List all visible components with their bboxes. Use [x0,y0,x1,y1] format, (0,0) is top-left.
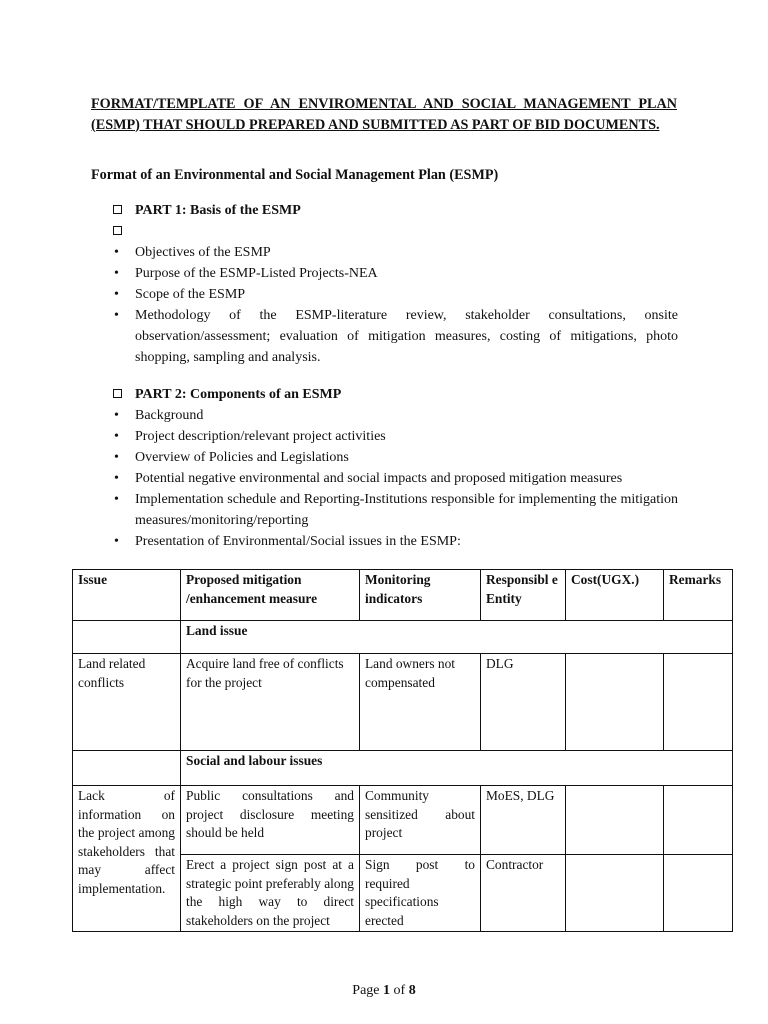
bullet-icon: • [114,429,119,444]
table-cell [664,654,733,751]
document-subtitle: Format of an Environmental and Social Management Plan (ESMP) [91,167,499,183]
bullet-icon: • [114,534,119,549]
column-header: Remarks [664,570,733,621]
table-cell [664,786,733,855]
page-footer: Page 1 of 8 [352,983,416,998]
list-item: • Overview of Policies and Legislations [91,447,678,468]
table-cell: Community sensitized about project [360,786,481,855]
table-section-row [73,621,733,654]
section-label: Land issue [181,621,733,654]
column-header: Cost(UGX.) [566,570,664,621]
table-cell [566,654,664,751]
column-header: Monitoring indicators [360,570,481,621]
table-cell: Contractor [481,855,566,932]
table-cell: Acquire land free of conflicts for the project [181,654,360,751]
bullet-icon: • [114,308,119,323]
list-item: • Scope of the ESMP [91,284,678,305]
bullet-icon: • [114,471,119,486]
bullet-icon: • [114,450,119,465]
table-header-row [73,570,733,621]
list-item: • Project description/relevant project activities [91,426,678,447]
esmp-table [72,569,733,932]
table-cell: MoES, DLG [481,786,566,855]
part2-heading: PART 2: Components of an ESMP [91,384,678,405]
part2-section [91,384,678,552]
table-cell: Sign post to required specifications erected [360,855,481,932]
table-cell [73,751,181,786]
empty-checkbox-row [91,221,678,242]
bullet-icon: • [114,266,119,281]
list-item: • Implementation schedule and Reporting-Institutions responsible for implementing the mitigation measures/monitoring/reporting [91,489,678,531]
checkbox-icon [113,226,122,235]
bullet-icon: • [114,408,119,423]
checkbox-icon [113,205,122,214]
section-label: Social and labour issues [181,751,733,786]
bullet-icon: • [114,287,119,302]
list-item: • Purpose of the ESMP-Listed Projects-NEA [91,263,678,284]
list-item: • Methodology of the ESMP-literature review, stakeholder consultations, onsite observation/assessment; evaluation of mitigation measures, costing of mitigations, photo shopping, sampling and analysis. [91,305,678,368]
list-item: • Presentation of Environmental/Social issues in the ESMP: [91,531,678,552]
document-title: FORMAT/TEMPLATE OF AN ENVIROMENTAL AND SOCIAL MANAGEMENT PLAN (ESMP) THAT SHOULD PREPARED AND SUBMITTED AS PART OF BID DOCUMENTS. [91,96,677,133]
table-cell: Lack of information on the project among stakeholders that may affect implementation. [73,786,181,932]
list-item: • Background [91,405,678,426]
table-cell [566,855,664,932]
part1-heading: PART 1: Basis of the ESMP [91,200,678,221]
bullet-icon: • [114,245,119,260]
checkbox-icon [113,389,122,398]
list-item: • Objectives of the ESMP [91,242,678,263]
table-row [73,786,733,855]
table-cell: Land owners not compensated [360,654,481,751]
table-cell: Public consultations and project disclosure meeting should be held [181,786,360,855]
column-header: Issue [73,570,181,621]
table-cell: Land related conflicts [73,654,181,751]
list-item: • Potential negative environmental and social impacts and proposed mitigation measures [91,468,678,489]
table-row [73,654,733,751]
part1-section [91,200,678,368]
table-cell: DLG [481,654,566,751]
column-header: Responsibl e Entity [481,570,566,621]
table-cell [566,786,664,855]
bullet-icon: • [114,492,119,507]
table-cell: Erect a project sign post at a strategic point preferably along the high way to direct stakeholders on the project [181,855,360,932]
page-number: 1 [383,983,391,998]
table-cell [73,621,181,654]
table-section-row [73,751,733,786]
table-cell [664,855,733,932]
page-total: 8 [408,983,416,998]
column-header: Proposed mitigation /enhancement measure [181,570,360,621]
